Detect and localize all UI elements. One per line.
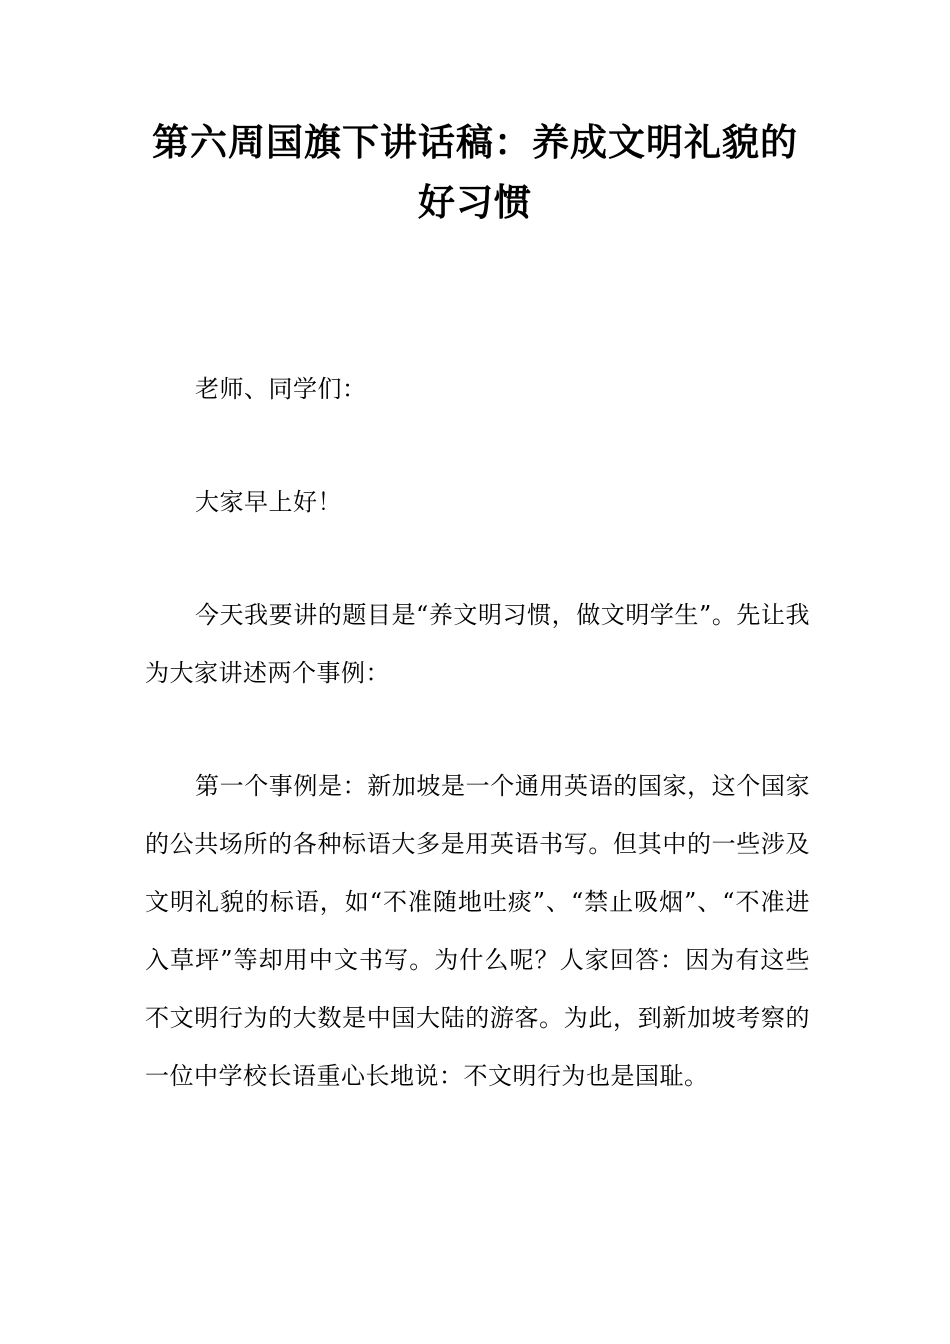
paragraph-good-morning: 大家早上好！ <box>195 488 342 516</box>
paragraph-greeting: 老师、同学们： <box>195 375 367 403</box>
document-title: 第六周国旗下讲话稿：养成文明礼貌的好习惯 <box>152 120 798 224</box>
paragraph-topic: 今天我要讲的题目是“养文明习惯，做文明学生”。先让我为大家讲述两个事例： <box>145 601 810 687</box>
paragraph-first-example: 第一个事例是：新加坡是一个通用英语的国家，这个国家的公共场所的各种标语大多是用英语书写。但其中的一些涉及文明礼貌的标语，如“不准随地吐痰”、“禁止吸烟”、“不准进入草坪”等却用中文书写。为什么呢？人家回答：因为有这些不文明行为的大数是中国大陆的游客。为此，到新加坡考察的一位中学校长语重心长地说：不文明行为也是国耻。 <box>145 772 810 1090</box>
